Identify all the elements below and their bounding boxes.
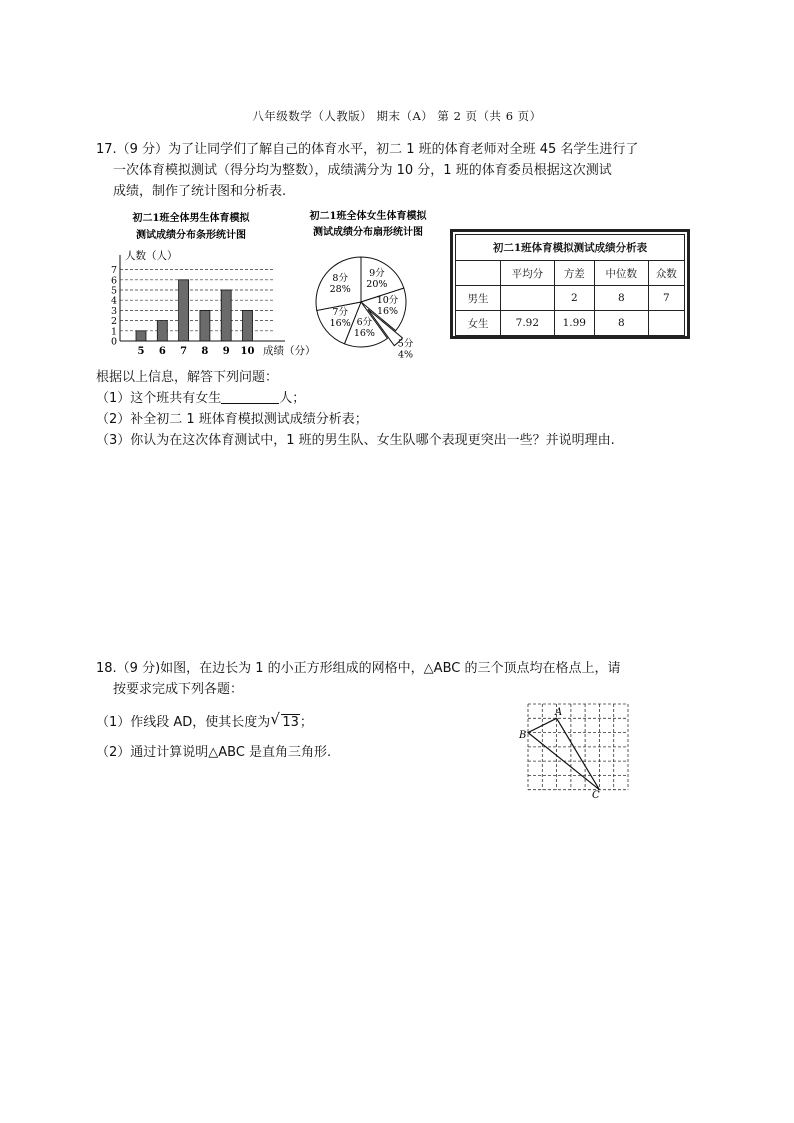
table-header-cell [456,261,501,286]
y-tick-label: 6 [110,275,117,287]
pie-chart-title-line2: 测试成绩分布扇形统计图 [313,227,423,238]
pie-slice-percent: 28% [329,283,351,295]
analysis-table-title: 初二1班体育模拟测试成绩分析表 [456,235,685,261]
answer-blank[interactable] [221,390,279,404]
sqrt-expression: √ 13 [270,710,299,730]
table-cell: 2 [554,286,594,311]
q17-sub1-text: （1）这个班共有女生 [96,391,222,406]
table-cell: 8 [594,311,648,336]
x-tick-label: 9 [222,346,230,357]
pie-slice-percent: 20% [366,279,388,291]
table-cell: 男生 [456,286,501,311]
q17-line2: 一次体育模拟测试（得分均为整数），成绩满分为 10 分，1 班的体育委员根据这次测试 [113,163,612,178]
bar-chart-title-line1: 初二1班全体男生体育模拟 [132,213,250,224]
x-tick-label: 8 [201,346,209,357]
grid-lines [528,704,628,790]
q17-sub2: （2）补全初二 1 班体育模拟测试成绩分析表； [96,412,368,427]
q17-sub1 [96,388,305,409]
analysis-table-frame [450,229,690,339]
triangle-grid-figure [515,698,640,800]
q18-line2: 按要求完成下列各题： [113,682,244,697]
sqrt-radicand: 13 [282,715,299,730]
x-tick-label: 6 [158,346,166,357]
table-row [456,286,685,311]
y-tick-label: 7 [110,265,117,277]
q17-sub3: （3）你认为在这次体育测试中，1 班的男生队、女生队哪个表现更突出一些？并说明理由. [96,433,615,448]
q18-sub1 [96,712,313,733]
bar-chart-ylabel: 人数（人） [125,250,178,262]
table-cell: 1.99 [554,311,594,336]
x-tick-label: 5 [137,346,145,357]
bar [200,310,210,341]
table-row [456,311,685,336]
y-tick-label: 0 [110,336,117,348]
bar [136,331,146,341]
triangle-abc [528,718,599,789]
q17-intro: 根据以上信息，解答下列问题： [96,370,279,385]
q17-line1: 17.（9 分）为了让同学们了解自己的体育水平，初二 1 班的体育老师对全班 45 名学生进行了 [96,142,639,157]
q17-line3: 成绩，制作了统计图和分析表. [113,184,287,199]
table-cell [648,311,684,336]
bar [179,280,189,341]
q18-sub2: （2）通过计算说明△ABC 是直角三角形. [96,745,332,760]
table-header-cell: 中位数 [594,261,648,286]
table-cell [501,286,555,311]
x-tick-label: 10 [240,346,255,357]
pie-chart-title-line1: 初二1班全体女生体育模拟 [309,211,427,222]
pie-slice-percent: 16% [329,318,351,330]
x-tick-label: 7 [180,346,188,357]
table-header-cell: 众数 [648,261,684,286]
y-tick-label: 1 [110,326,117,338]
analysis-table [455,234,685,336]
y-tick-label: 3 [110,305,117,317]
bar-chart-xlabel: 成绩（分） [263,345,316,357]
pie-slice-label: 8分 [332,272,348,284]
vertex-label-b: B [519,730,527,741]
y-tick-label: 2 [110,316,117,328]
bar [243,310,253,341]
table-header-cell: 平均分 [501,261,555,286]
table-header-cell: 方差 [554,261,594,286]
q18-sub1-end: ； [299,715,313,730]
pie-slice-label: 6分 [356,316,373,328]
pie-slice-label: 10分 [376,295,399,307]
bar-chart-title-line2: 测试成绩分布条形统计图 [136,230,246,241]
page-header: 八年级数学（人教版） 期末（A） 第 2 页（共 6 页） [252,109,542,123]
pie-slice-label: 5分 [397,338,414,350]
table-cell: 女生 [456,311,501,336]
y-tick-label: 5 [110,285,117,297]
table-header-row [456,261,685,286]
vertex-label-a: A [555,707,563,718]
bar [157,321,167,341]
vertex-label-c: C [592,790,600,801]
table-cell: 8 [594,286,648,311]
q18-sub1-text: （1）作线段 AD，使其长度为 [96,715,271,730]
male-bar-chart [103,205,316,360]
q18-line1: 18.（9 分)如图，在边长为 1 的小正方形组成的网格中，△ABC 的三个顶点均在格点上，请 [96,661,621,676]
pie-slice-label: 7分 [332,307,348,319]
y-tick-label: 4 [110,295,117,307]
pie-slice-label: 9分 [369,268,385,280]
q17-sub1-unit: 人； [279,391,306,406]
table-cell: 7.92 [501,311,555,336]
pie-slice-percent: 16% [353,327,375,339]
table-cell: 7 [648,286,684,311]
pie-slice-percent: 16% [376,306,399,318]
pie-slice-percent: 4% [397,349,414,361]
female-pie-chart [296,205,446,360]
bar [221,290,231,341]
